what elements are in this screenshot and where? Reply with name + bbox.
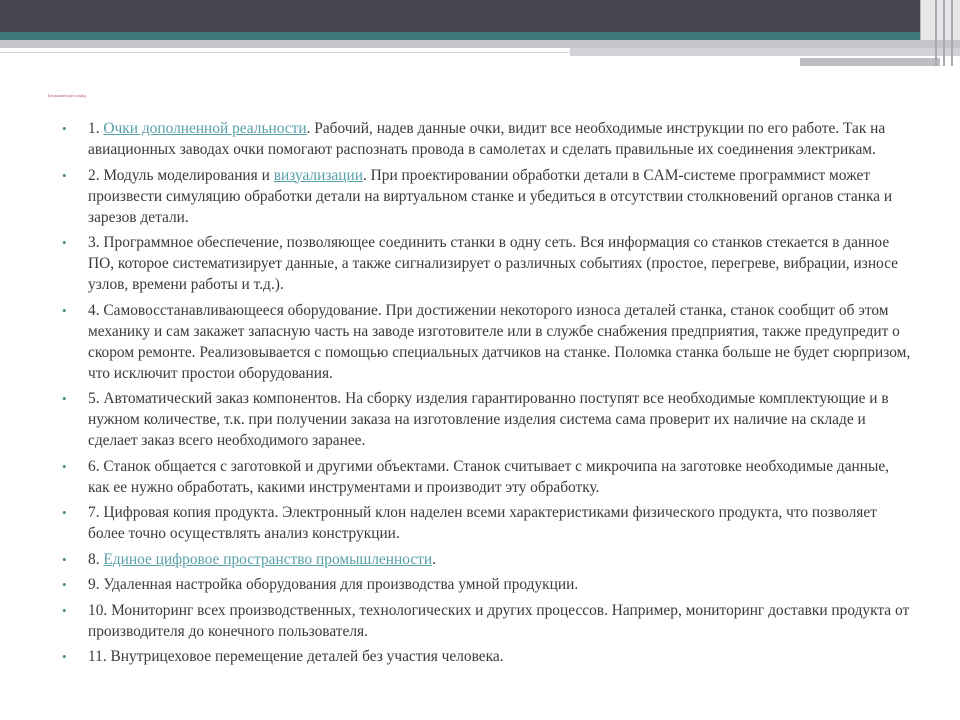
item-text: 8. (88, 550, 100, 568)
item-text: . Рабочий, надев данные очки, видит все необходимые инструкции по его работе. Так на авиационных заводах очки помогают распознать провода в самолетах и сделать правильные их соединения электрикам. (88, 120, 886, 158)
bullet-icon: • (62, 235, 67, 250)
bullet-icon: • (62, 551, 67, 567)
list-item (62, 388, 912, 451)
item-text: 2. Модуль моделирования и (88, 166, 270, 184)
digital-space-link[interactable]: Единое цифровое пространство промышленности (103, 550, 433, 568)
bullet-icon: • (62, 167, 67, 183)
list-item (62, 232, 912, 295)
bullet-icon: • (62, 302, 67, 318)
corner-decoration (920, 0, 960, 40)
list-item (62, 574, 912, 595)
item-text: 7. Цифровая копия продукта. Электронный клон наделен всеми характеристиками физического продукта, что позволяет более точно осуществлять анализ конструкции. (88, 504, 877, 542)
list-item (62, 502, 912, 544)
bullet-icon: • (62, 649, 67, 664)
item-text: 6. Станок общается с заготовкой и другими объектами. Станок считывает с микрочипа на заготовке необходимые данные, как ее нужно обработать, какими инструментами и производит эту обработку. (88, 457, 890, 496)
decorative-band (570, 48, 960, 56)
list-item (62, 118, 912, 160)
item-text: 9. Удаленная настройка оборудования для производства умной продукции. (88, 576, 579, 593)
decorative-band (800, 58, 940, 66)
bullet-icon: • (62, 121, 67, 136)
decorative-band (0, 40, 960, 48)
list-item (62, 456, 912, 498)
item-text: 10. Мониторинг всех производственных, технологических и других процессов. Например, мониторинг доставки продукта от производителя до конечного пользователя. (88, 601, 910, 640)
ar-glasses-link[interactable]: Очки дополненной реальности (103, 120, 307, 137)
item-text: 5. Автоматический заказ компонентов. На сборку изделия гарантированно поступят все необходимые комплектующие и в нужном количестве, т.к. при получении заказа на изготовление изделия система сама проверит их наличие на складе и сделает заказ всего необходимого заранее. (88, 390, 889, 449)
item-text: 1. (88, 120, 100, 137)
list-item (62, 300, 912, 384)
slide-title: Безымянный слайд (48, 93, 86, 98)
decorative-line (0, 52, 570, 53)
bullet-icon: • (62, 505, 67, 520)
item-text: 11. Внутрицеховое перемещение деталей без участия человека. (88, 648, 504, 665)
bullet-icon: • (62, 577, 67, 592)
list-item (62, 646, 912, 667)
list-item (62, 165, 912, 228)
header-bar (0, 0, 960, 32)
item-text: . При проектировании обработки детали в CAM-системе программист может произвести симуляцию обработки детали на виртуальном станке и убедиться в отсутствии столкновений органов станка и зарезов детали. (88, 166, 893, 226)
item-text: 3. Программное обеспечение, позволяющее соединить станки в одну сеть. Вся информация со станков стекается в данное ПО, которое систематизирует данные, а также сигнализирует о различных событиях (простое, перегреве, вибрации, износе узлов, времени работы и т.д.). (88, 234, 898, 293)
item-text: . (432, 550, 436, 568)
item-text: 4. Самовосстанавливающееся оборудование. При достижении некоторого износа деталей станка, станок сообщит об этом механику и сам закажет запасную часть на заводе изготовителе или в службе снабжения предприятия, также предупредит о скором ремонте. Реализовывается с помощью специальных датчиков на станке. Поломка станка больше не будет сюрпризом, что исключит простои оборудования. (88, 301, 911, 382)
list-item (62, 549, 912, 570)
bullet-list (62, 118, 912, 672)
bullet-icon: • (62, 602, 67, 618)
visualization-link[interactable]: визуализации (273, 166, 363, 184)
bullet-icon: • (62, 391, 67, 406)
list-item (62, 600, 912, 642)
accent-stripe (0, 32, 960, 40)
bullet-icon: • (62, 458, 67, 474)
